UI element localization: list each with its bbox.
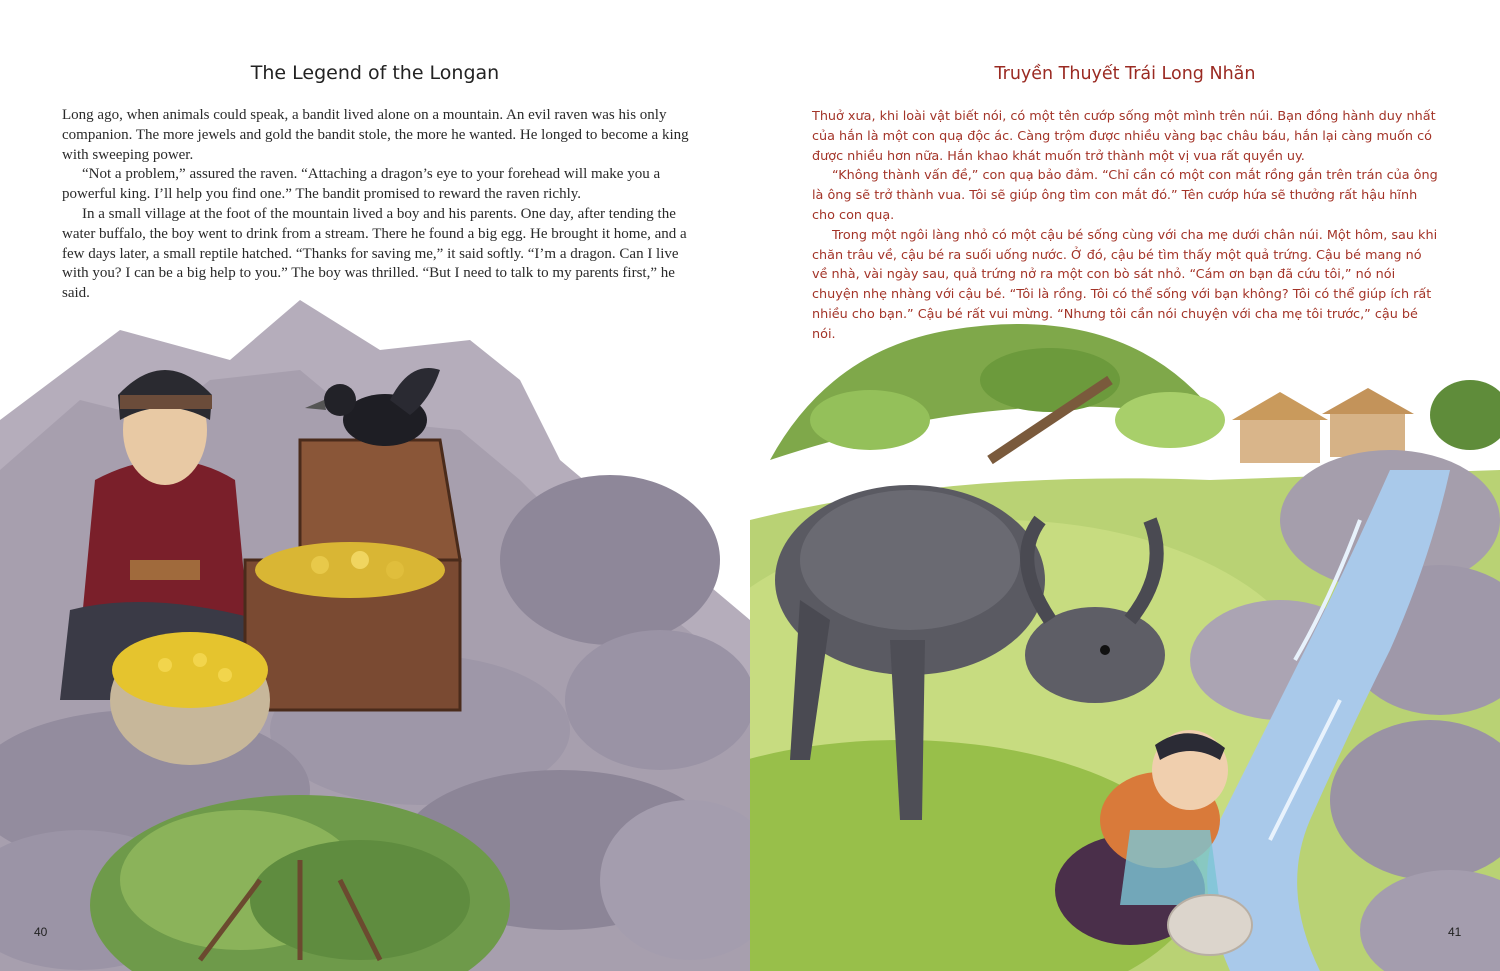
page-title: Truyền Thuyết Trái Long Nhãn [994, 64, 1256, 84]
story-text [62, 106, 702, 304]
paragraph: Long ago, when animals could speak, a bandit lived alone on a mountain. An evil raven was his only companion. The more jewels and gold the bandit stole, the more he wanted. He longed to become a king with sweeping power. [62, 107, 689, 163]
paragraph: “Not a problem,” assured the raven. “Attaching a dragon’s eye to your forehead will make you a powerful king. I’ll help you find one.” The bandit promised to reward the raven richly. [62, 166, 661, 203]
page-number: 41 [1448, 925, 1462, 939]
coin-basket [110, 632, 270, 765]
rock [565, 630, 750, 770]
page-number: 40 [34, 925, 48, 939]
right-page [750, 0, 1500, 971]
page-title: The Legend of the Longan [250, 62, 500, 84]
paragraph: Thuở xưa, khi loài vật biết nói, có một tên cướp sống một mình trên núi. Bạn đồng hành duy nhất của hắn là một con quạ độc ác. Càng trộm được nhiều vàng bạc châu báu, hắn lại càng muốn có được nhiều hơn nữa. Hắn khao khát muốn trở thành một vị vua rất quyền uy. [812, 109, 1436, 164]
story-text [812, 107, 1438, 345]
egg [1168, 895, 1252, 955]
paragraph: In a small village at the foot of the mountain lived a boy and his parents. One day, after tending the water buffalo, the boy went to drink from a stream. There he found a big egg. He brought it home, and a few days later, a small reptile hatched. “Thanks for saving me,” it said softly. “I’m a dragon. Can I live with you? I can be a big help to you.” The boy was thrilled. “But I need to talk to my parents first,” he said. [62, 205, 687, 302]
rock [500, 475, 720, 645]
paragraph: “Không thành vấn đề,” con quạ bảo đảm. “Chỉ cần có một con mắt rồng gắn trên trán của ông là ông sẽ trở thành vua. Tôi sẽ giúp ông tìm con mắt đó.” Tên cướp hứa sẽ thưởng rất hậu hĩnh cho con quạ. [812, 168, 1438, 223]
paragraph: Trong một ngôi làng nhỏ có một cậu bé sống cùng với cha mẹ dưới chân núi. Một hôm, sau khi chăn trâu về, cậu bé ra suối uống nước. Ở đó, cậu bé tìm thấy một quả trứng. Cậu bé mang nó về nhà, vài ngày sau, quả trứng nở ra một con bò sát nhỏ. “Cám ơn bạn đã cứu tôi,” nó nói chuyện nhẹ nhàng với cậu bé. “Tôi là rồng. Tôi có thể sống với bạn không? Tôi có thể giúp ích rất nhiều cho bạn.” Cậu bé rất vui mừng. “Nhưng tôi cần nói chuyện với cha mẹ tôi trước,” cậu bé nói. [812, 227, 1438, 342]
